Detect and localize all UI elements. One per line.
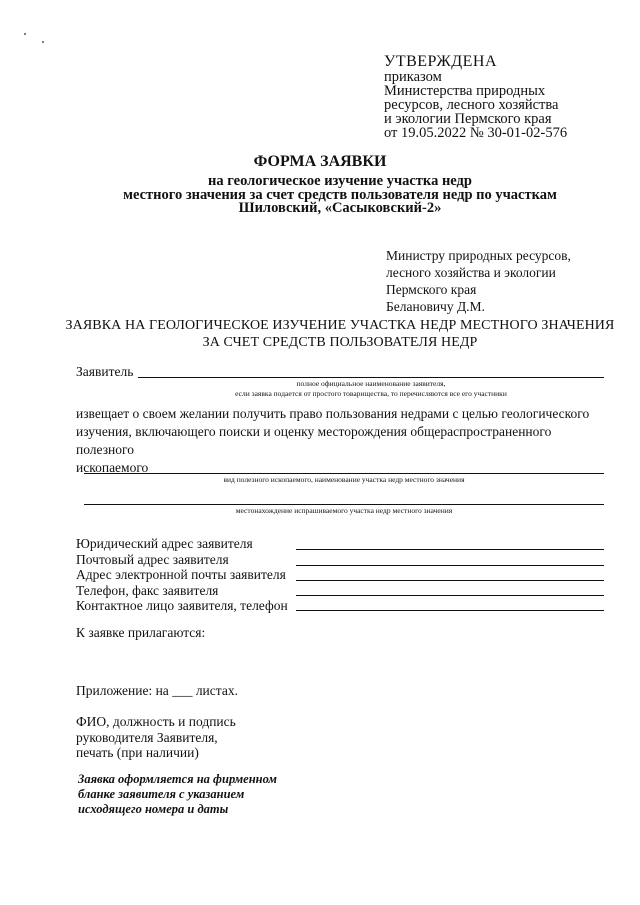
- mineral-type-field[interactable]: [84, 473, 604, 474]
- site-location-caption: местонахождение испрашиваемого участка недр местного значения: [235, 506, 453, 515]
- approval-block: [384, 54, 567, 140]
- phone-fax-label: Телефон, факс заявителя: [76, 582, 219, 598]
- appendix-suffix: листах.: [195, 683, 238, 698]
- note-line: бланке заявителя с указанием: [78, 787, 245, 801]
- mineral-type-caption: вид полезного ископаемого, наименование участка недр местного значения: [223, 475, 465, 484]
- note-line: исходящего номера и даты: [78, 802, 229, 816]
- contact-person-field[interactable]: [296, 610, 604, 611]
- form-subtitle-line: Шиловский, «Сасыковский-2»: [238, 200, 442, 216]
- signature-block: [76, 714, 236, 761]
- phone-fax-field[interactable]: [296, 595, 604, 596]
- postal-address-label: Почтовый адрес заявителя: [76, 551, 229, 567]
- applicant-label: Заявитель: [76, 364, 134, 379]
- email-field[interactable]: [296, 580, 604, 581]
- legal-address-label: Юридический адрес заявителя: [76, 536, 253, 551]
- addressee-line: Белановичу Д.М.: [386, 299, 485, 314]
- appendix-pages-blank[interactable]: ___: [172, 683, 193, 698]
- declaration-line: извещает о своем желании получить право пользования недрами с целью геологического: [76, 406, 590, 421]
- postal-address-field[interactable]: [296, 565, 604, 566]
- addressee-block: [386, 247, 571, 315]
- document-heading-line: ЗАЯВКА НА ГЕОЛОГИЧЕСКОЕ ИЗУЧЕНИЕ УЧАСТКА НЕДР МЕСТНОГО ЗНАЧЕНИЯ: [65, 318, 615, 333]
- appendix-line: [76, 683, 238, 699]
- form-subtitle-line: на геологическое изучение участка недр: [208, 173, 472, 189]
- addressee-line: Пермского края: [386, 282, 477, 297]
- form-subtitle-line: местного значения за счет средств пользователя недр по участкам: [123, 186, 557, 203]
- declaration-text: [76, 405, 606, 477]
- approval-line: и экологии Пермского края: [384, 111, 552, 127]
- signature-line: ФИО, должность и подпись: [76, 714, 236, 729]
- legal-address-field[interactable]: [296, 549, 604, 550]
- approval-line: Министерства природных: [384, 83, 546, 99]
- form-title: ФОРМА ЗАЯВКИ: [253, 153, 387, 170]
- site-location-field[interactable]: [84, 504, 604, 505]
- scan-dot: [24, 33, 26, 35]
- note-line: Заявка оформляется на фирменном: [78, 772, 277, 786]
- approval-heading: УТВЕРЖДЕНА: [384, 53, 498, 70]
- signature-line: печать (при наличии): [76, 745, 199, 760]
- email-label: Адрес электронной почты заявителя: [76, 567, 286, 582]
- signature-line: руководителя Заявителя,: [76, 729, 218, 745]
- approval-line: от 19.05.2022 № 30-01-02-576: [384, 125, 568, 141]
- applicant-caption-line: если заявка подается от простого товарищества, то перечисляются все его участники: [235, 389, 507, 398]
- addressee-line: лесного хозяйства и экологии: [386, 265, 556, 280]
- document-heading: [60, 317, 620, 351]
- approval-line: приказом: [384, 69, 442, 85]
- declaration-line: изучения, включающего поиски и оценку месторождения общераспространенного полезного: [76, 424, 552, 457]
- addressee-line: Министру природных ресурсов,: [386, 248, 571, 263]
- applicant-caption-line: полное официальное наименование заявителя,: [296, 379, 446, 388]
- approval-line: ресурсов, лесного хозяйства: [384, 97, 559, 113]
- scan-dot: [42, 41, 44, 43]
- form-subtitle: [90, 175, 590, 216]
- contact-person-label: Контактное лицо заявителя, телефон: [76, 598, 288, 613]
- declaration-line: ископаемого: [76, 460, 149, 475]
- document-heading-line: ЗА СЧЕТ СРЕДСТВ ПОЛЬЗОВАТЕЛЯ НЕДР: [202, 335, 478, 350]
- letterhead-note: [78, 772, 277, 817]
- contact-fields-labels: [76, 536, 288, 614]
- appendix-prefix: Приложение: на: [76, 683, 169, 698]
- applicant-name-field[interactable]: [138, 377, 604, 378]
- applicant-caption: [138, 379, 604, 399]
- attachments-label: К заявке прилагаются:: [76, 625, 206, 640]
